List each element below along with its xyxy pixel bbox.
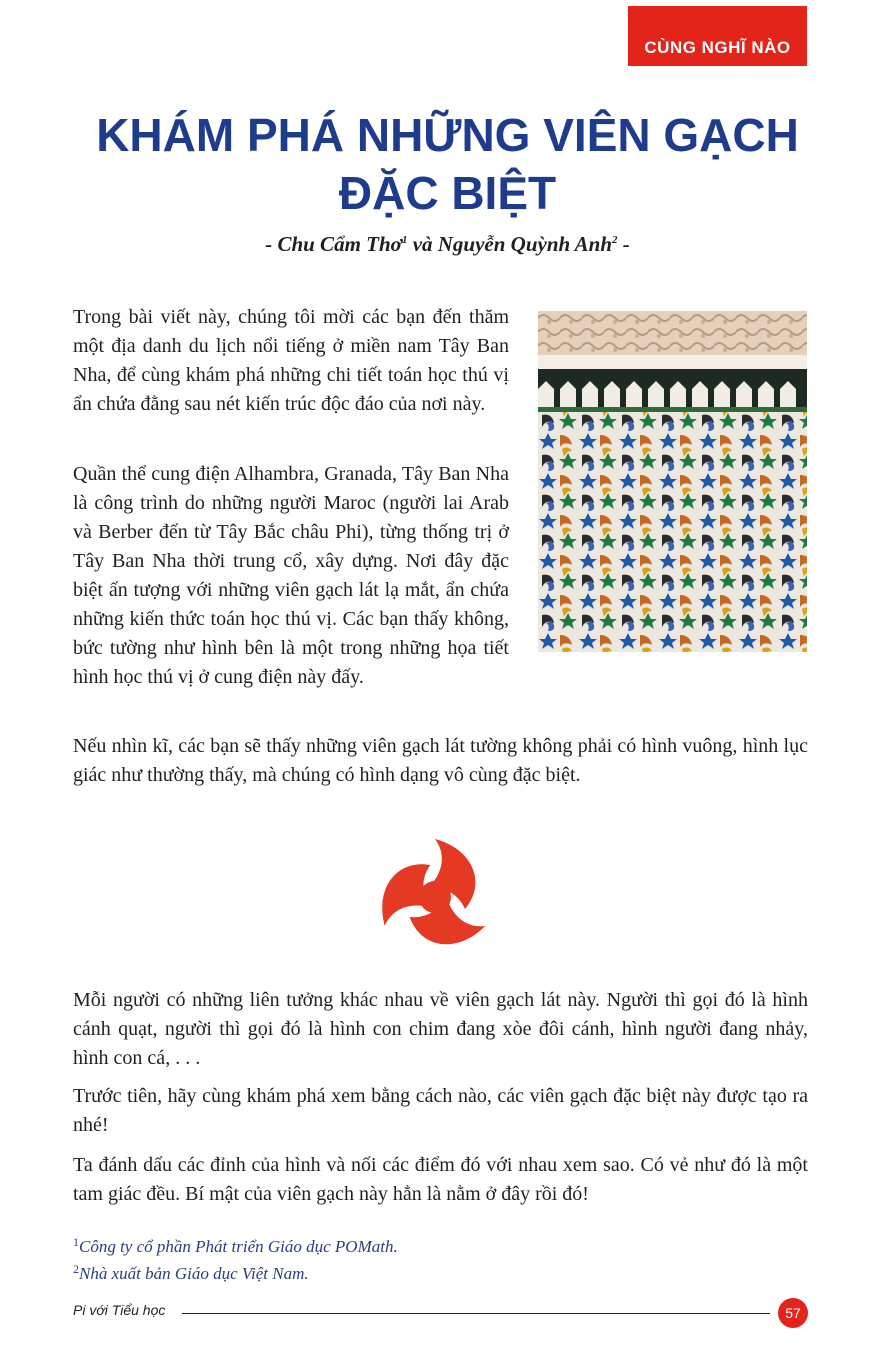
paragraph-tile-shapes: Nếu nhìn kĩ, các bạn sẽ thấy những viên gạch lát tường không phải có hình vuông, hình lục giác như thường thấy, mà chúng có hình dạng vô cùng đặc biệt. (73, 735, 808, 786)
author-byline (40, 232, 855, 257)
footnote-1-number: 1 (73, 1235, 79, 1249)
footnote-2-number: 2 (73, 1262, 79, 1276)
article-title-line-1: KHÁM PHÁ NHỮNG VIÊN GẠCH (96, 109, 799, 161)
section-tag-label: CÙNG NGHĨ NÀO (644, 38, 791, 57)
byline-suffix: - (617, 232, 630, 256)
footnote-1 (73, 1235, 398, 1257)
footer-publication-label: Pi với Tiểu học (73, 1302, 166, 1318)
footnote-2-text: Nhà xuất bản Giáo dục Việt Nam. (79, 1264, 309, 1283)
byline-prefix: - Chu Cẩm Thơ (265, 232, 402, 256)
paragraph-intro: Trong bài viết này, chúng tôi mời các bạn đến thăm một địa danh du lịch nổi tiếng ở miền nam Tây Ban Nha, để cùng khám phá những chi tiết toán học thú vị ẩn chứa đằng sau nét kiến trúc độc đáo của nơi này. (73, 306, 509, 415)
paragraph-explore: Trước tiên, hãy cùng khám phá xem bằng cách nào, các viên gạch đặc biệt này được tạo ra nhé! (73, 1085, 808, 1136)
footer-divider (182, 1313, 770, 1314)
article-title (40, 106, 855, 222)
section-tag (628, 6, 807, 66)
paragraph-alhambra: Quần thể cung điện Alhambra, Granada, Tây Ban Nha là công trình do những người Maroc (người lai Arab và Berber đến từ Tây Bắc châu Phi), từng thống trị ở Tây Ban Nha thời trung cổ, xây dựng. Nơi đây đặc biệt ấn tượng với những viên gạch lát lạ mắt, ẩn chứa những kiến thức toán học thú vị. Các bạn thấy không, bức tường như hình bên là một trong những họa tiết hình học thú vị ở cung điện này đấy. (73, 463, 509, 688)
footnote-2 (73, 1262, 309, 1284)
paragraph-triangle: Ta đánh dấu các đỉnh của hình và nối các điểm đó với nhau xem sao. Có vẻ như đó là một tam giác đều. Bí mật của viên gạch này hẳn là nằm ở đây rồi đó! (73, 1154, 808, 1205)
byline-middle: và Nguyễn Quỳnh Anh (407, 232, 613, 256)
alhambra-mosaic-image (538, 311, 807, 652)
byline-sup-1: 1 (401, 234, 408, 246)
byline-sup-2: 2 (612, 234, 618, 246)
pinwheel-tile-icon (370, 832, 500, 962)
footnote-1-text: Công ty cổ phần Phát triển Giáo dục POMath. (79, 1237, 398, 1256)
paragraph-associations: Mỗi người có những liên tưởng khác nhau về viên gạch lát này. Người thì gọi đó là hình cánh quạt, người thì gọi đó là hình con chim đang xòe đôi cánh, hình người đang nhảy, hình con cá, . . . (73, 989, 808, 1069)
article-title-line-2: ĐẶC BIỆT (338, 167, 557, 219)
page-number-badge (778, 1298, 808, 1328)
page-number: 57 (785, 1305, 801, 1321)
